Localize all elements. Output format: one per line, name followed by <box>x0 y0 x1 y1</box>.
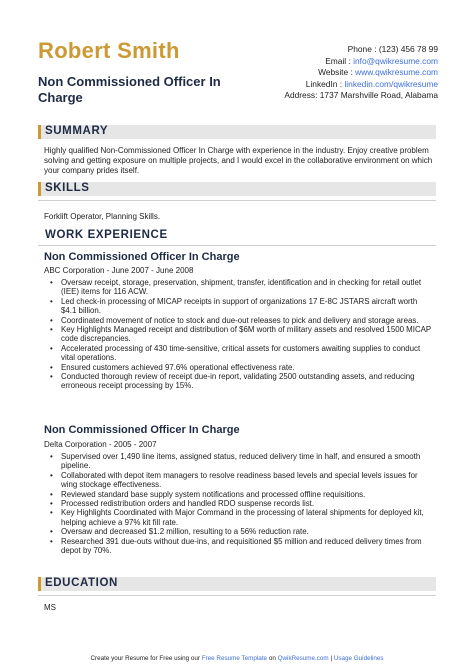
email-link[interactable]: info@qwikresume.com <box>353 55 438 66</box>
candidate-name: Robert Smith <box>38 38 180 63</box>
list-item: • Reviewed standard base supply system notifications and processed offline requisitions. <box>44 490 434 499</box>
list-item: • Collaborated with depot item managers to resolve readiness based levels and special levels issues for wing stockage effectiveness. <box>44 471 434 490</box>
education-text: MS <box>44 603 56 612</box>
divider <box>38 200 436 201</box>
email-label: Email <box>325 55 347 66</box>
footer-site-link[interactable]: QwikResume.com <box>277 655 329 662</box>
skills-text: Forklift Operator, Planning Skills. <box>44 212 161 221</box>
footer-on: on <box>268 655 276 662</box>
website-link[interactable]: www.qwikresume.com <box>355 67 438 78</box>
contact-phone-row: Phone : (123) 456 78 99 <box>347 44 438 54</box>
list-item: • Processed redistribution orders and handled RDO suspense records list. <box>44 499 434 508</box>
list-item: • Supervised over 1,490 line items, assigned status, reduced delivery time in half, and ensured a smooth pipeline. <box>44 452 434 471</box>
list-item: • Oversaw receipt, storage, preservation, shipment, transfer, identification and in checking for retail outlet (IEE) items for 116 ACW. <box>44 278 434 297</box>
job-company-dates: Delta Corporation - 2005 - 2007 <box>44 440 157 449</box>
footer-prefix: Create your Resume for Free using our <box>90 655 200 662</box>
list-item: • Coordinated movement of notice to stock and due-out releases to pick and delivery and storage areas. <box>44 316 434 325</box>
address-label: Address <box>284 90 316 101</box>
contact-address-row: Address: 1737 Marshville Road, Alabama <box>284 90 438 101</box>
divider <box>38 595 436 596</box>
candidate-title: Non Commissioned Officer In Charge <box>38 74 221 105</box>
job-company-dates: ABC Corporation - June 2007 - June 2008 <box>44 266 194 275</box>
linkedin-label: LinkedIn <box>305 78 338 89</box>
list-item: • Conducted thorough review of receipt due-in report, validating 2500 outstanding assets, and reducing erroneous receipt processing by 15%. <box>44 372 434 391</box>
footer-separator: | <box>330 655 333 662</box>
address-value: 1737 Marshville Road, Alabama <box>319 90 438 101</box>
phone-label: Phone <box>347 44 372 54</box>
skills-section-bar <box>38 182 436 196</box>
skills-heading: SKILLS <box>45 182 90 194</box>
divider <box>38 245 436 246</box>
website-label: Website <box>318 67 349 78</box>
list-item: • Led check-in processing of MICAP receipts in support of organizations 17 E-8C JSTARS aircraft worth $4.1 billion. <box>44 297 434 316</box>
job-bullet-list <box>44 278 434 391</box>
summary-text: Highly qualified Non-Commissioned Officer In Charge with experience in the industry. Enjoy creative problem solving and getting exposure on multiple projects, and I would excel in the collaborative environment on which your company prides itself. <box>44 146 433 175</box>
list-item: • Key Highlights Managed receipt and distribution of $6M worth of military assets and resolved 1500 MICAP code discrepancies. <box>44 325 434 344</box>
summary-heading: SUMMARY <box>45 125 109 137</box>
experience-heading: WORK EXPERIENCE <box>45 229 168 241</box>
contact-website-row: Website : www.qwikresume.com <box>318 67 438 78</box>
contact-block <box>218 44 438 102</box>
footer-template-link[interactable]: Free Resume Template <box>201 655 268 662</box>
list-item: • Accelerated processing of 430 time-sensitive, critical assets for customers awaiting supplies to conduct vital operations. <box>44 344 434 363</box>
list-item: • Ensured customers achieved 97.6% operational effectiveness rate. <box>44 363 434 372</box>
list-item: • Key Highlights Coordinated with Major Command in the processing of lateral shipments for deployed kit, helping achieve a 97% kit fill rate. <box>44 508 434 527</box>
list-item: • Researched 391 due-outs without due-ins, and requisitioned $5 million and reduced delivery times from depot by 70%. <box>44 537 434 556</box>
contact-linkedin-row: LinkedIn : linkedin.com/qwikresume <box>305 78 438 89</box>
job-title: Non Commissioned Officer In Charge <box>44 251 240 263</box>
phone-value: (123) 456 78 99 <box>378 44 438 54</box>
job-bullet-list <box>44 452 434 555</box>
footer <box>0 655 474 662</box>
list-item: • Oversaw and decreased $1.2 million, resulting to a 56% reduction rate. <box>44 527 434 536</box>
education-heading: EDUCATION <box>45 577 118 589</box>
linkedin-link[interactable]: linkedin.com/qwikresume <box>344 78 438 89</box>
job-title: Non Commissioned Officer In Charge <box>44 424 240 436</box>
contact-email-row: Email : info@qwikresume.com <box>325 55 438 66</box>
footer-guidelines-link[interactable]: Usage Guidelines <box>333 655 384 662</box>
